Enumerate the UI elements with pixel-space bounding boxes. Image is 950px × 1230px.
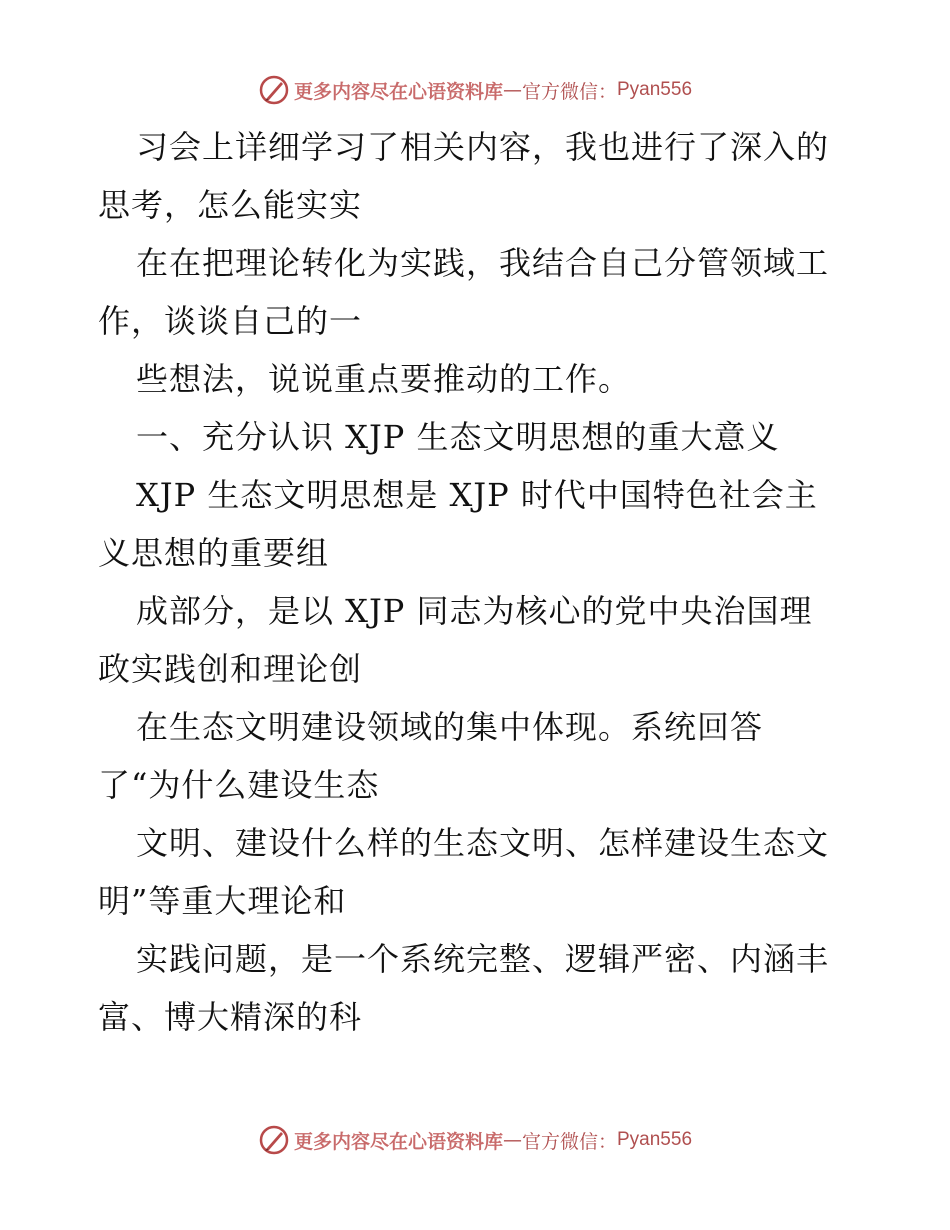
quill-logo-icon — [258, 1124, 290, 1156]
text-line: XJP 生态文明思想是 XJP 时代中国特色社会主 — [136, 476, 818, 514]
quill-logo-icon — [258, 74, 290, 106]
document-body — [98, 118, 858, 1046]
text-line: 在生态文明建设领域的集中体现。系统回答 — [136, 708, 764, 746]
section-heading: 一、充分认识 XJP 生态文明思想的重大意义 — [136, 418, 780, 456]
watermark-dash: — — [502, 79, 522, 101]
watermark-wechat-id: Pyan556 — [617, 1129, 693, 1150]
text-line: 成部分，是以 XJP 同志为核心的党中央治国理 — [136, 592, 813, 630]
text-line: 思考，怎么能实实 — [98, 186, 363, 224]
watermark-dash: — — [502, 1129, 522, 1151]
text-line: 些想法，说说重点要推动的工作。 — [136, 360, 632, 398]
watermark-wechat-label: 官方微信： — [521, 1130, 617, 1153]
watermark-title: 更多内容尽在心语资料库 — [293, 1130, 503, 1153]
text-line: 义思想的重要组 — [98, 534, 330, 572]
footer-watermark — [0, 1122, 950, 1158]
text-line: 政实践创和理论创 — [98, 650, 363, 688]
watermark-wechat-id: Pyan556 — [617, 79, 693, 100]
header-watermark — [0, 72, 950, 108]
watermark-wechat-label: 官方微信： — [521, 80, 617, 103]
text-line: 明”等重大理论和 — [98, 882, 347, 920]
text-line: 文明、建设什么样的生态文明、怎样建设生态文 — [136, 824, 830, 862]
text-line: 在在把理论转化为实践，我结合自己分管领域工 — [136, 244, 830, 282]
text-line: 习会上详细学习了相关内容，我也进行了深入的 — [136, 128, 830, 166]
watermark-title: 更多内容尽在心语资料库 — [293, 80, 503, 103]
text-line: 实践问题，是一个系统完整、逻辑严密、内涵丰 — [136, 940, 830, 978]
text-line: 了“为什么建设生态 — [98, 766, 380, 804]
text-line: 作，谈谈自己的一 — [98, 302, 363, 340]
text-line: 富、博大精深的科 — [98, 998, 363, 1036]
